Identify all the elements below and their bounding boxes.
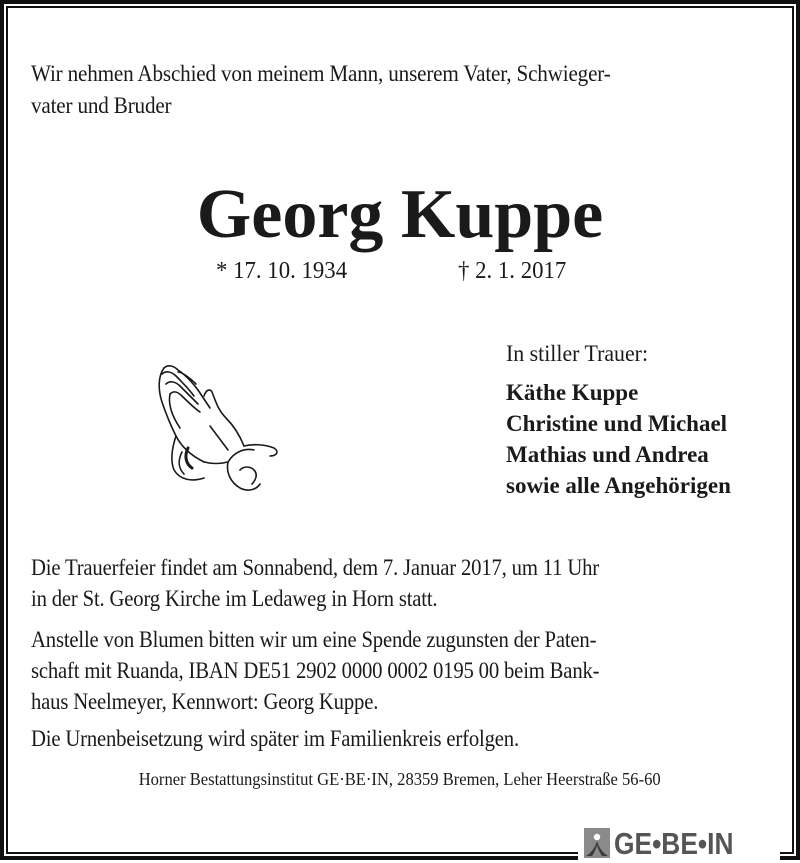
undertaker-address: Horner Bestattungsinstitut GE·BE·IN, 28359 Bremen, Leher Heerstraße 56-60: [139, 769, 661, 789]
paragraph-line: schaft mit Ruanda, IBAN DE51 2902 0000 0002 0195 00 beim Bank-: [31, 658, 600, 683]
mourner-name: sowie alle Angehörigen: [506, 473, 731, 498]
paragraph-line: Die Trauerfeier findet am Sonnabend, dem 7. Januar 2017, um 11 Uhr: [31, 555, 599, 580]
paragraph-line: Anstelle von Blumen bitten wir um eine Spende zugunsten der Paten-: [31, 627, 597, 652]
praying-hands-icon: [148, 356, 288, 496]
mourner-name: Mathias und Andrea: [506, 442, 709, 467]
mourners-label: In stiller Trauer:: [506, 341, 649, 366]
birth-date: * 17. 10. 1934: [216, 258, 348, 284]
gebein-logo-text: GE•BE•IN: [614, 826, 734, 861]
undertaker-info: [0, 767, 800, 791]
intro-line-1: Wir nehmen Abschied von meinem Mann, unserem Vater, Schwieger-: [31, 61, 611, 86]
gebein-logo: [578, 824, 780, 860]
donation-paragraph: [31, 624, 778, 717]
paragraph-line: haus Neelmeyer, Kennwort: Georg Kuppe.: [31, 689, 379, 714]
ceremony-paragraph: [31, 552, 778, 614]
gebein-logo-icon: [584, 828, 610, 858]
mourners-block: [506, 337, 731, 501]
mourner-name: Käthe Kuppe: [506, 380, 639, 405]
intro-line-2: vater und Bruder: [31, 93, 172, 118]
paragraph-line: Die Urnenbeisetzung wird später im Familienkreis erfolgen.: [31, 726, 519, 751]
mourner-name: Christine und Michael: [506, 411, 728, 436]
death-date: † 2. 1. 2017: [458, 258, 567, 284]
burial-paragraph: [31, 723, 778, 754]
paragraph-line: in der St. Georg Kirche im Ledaweg in Horn statt.: [31, 586, 438, 611]
intro-text: [31, 58, 776, 122]
deceased-name: Georg Kuppe: [196, 176, 604, 253]
